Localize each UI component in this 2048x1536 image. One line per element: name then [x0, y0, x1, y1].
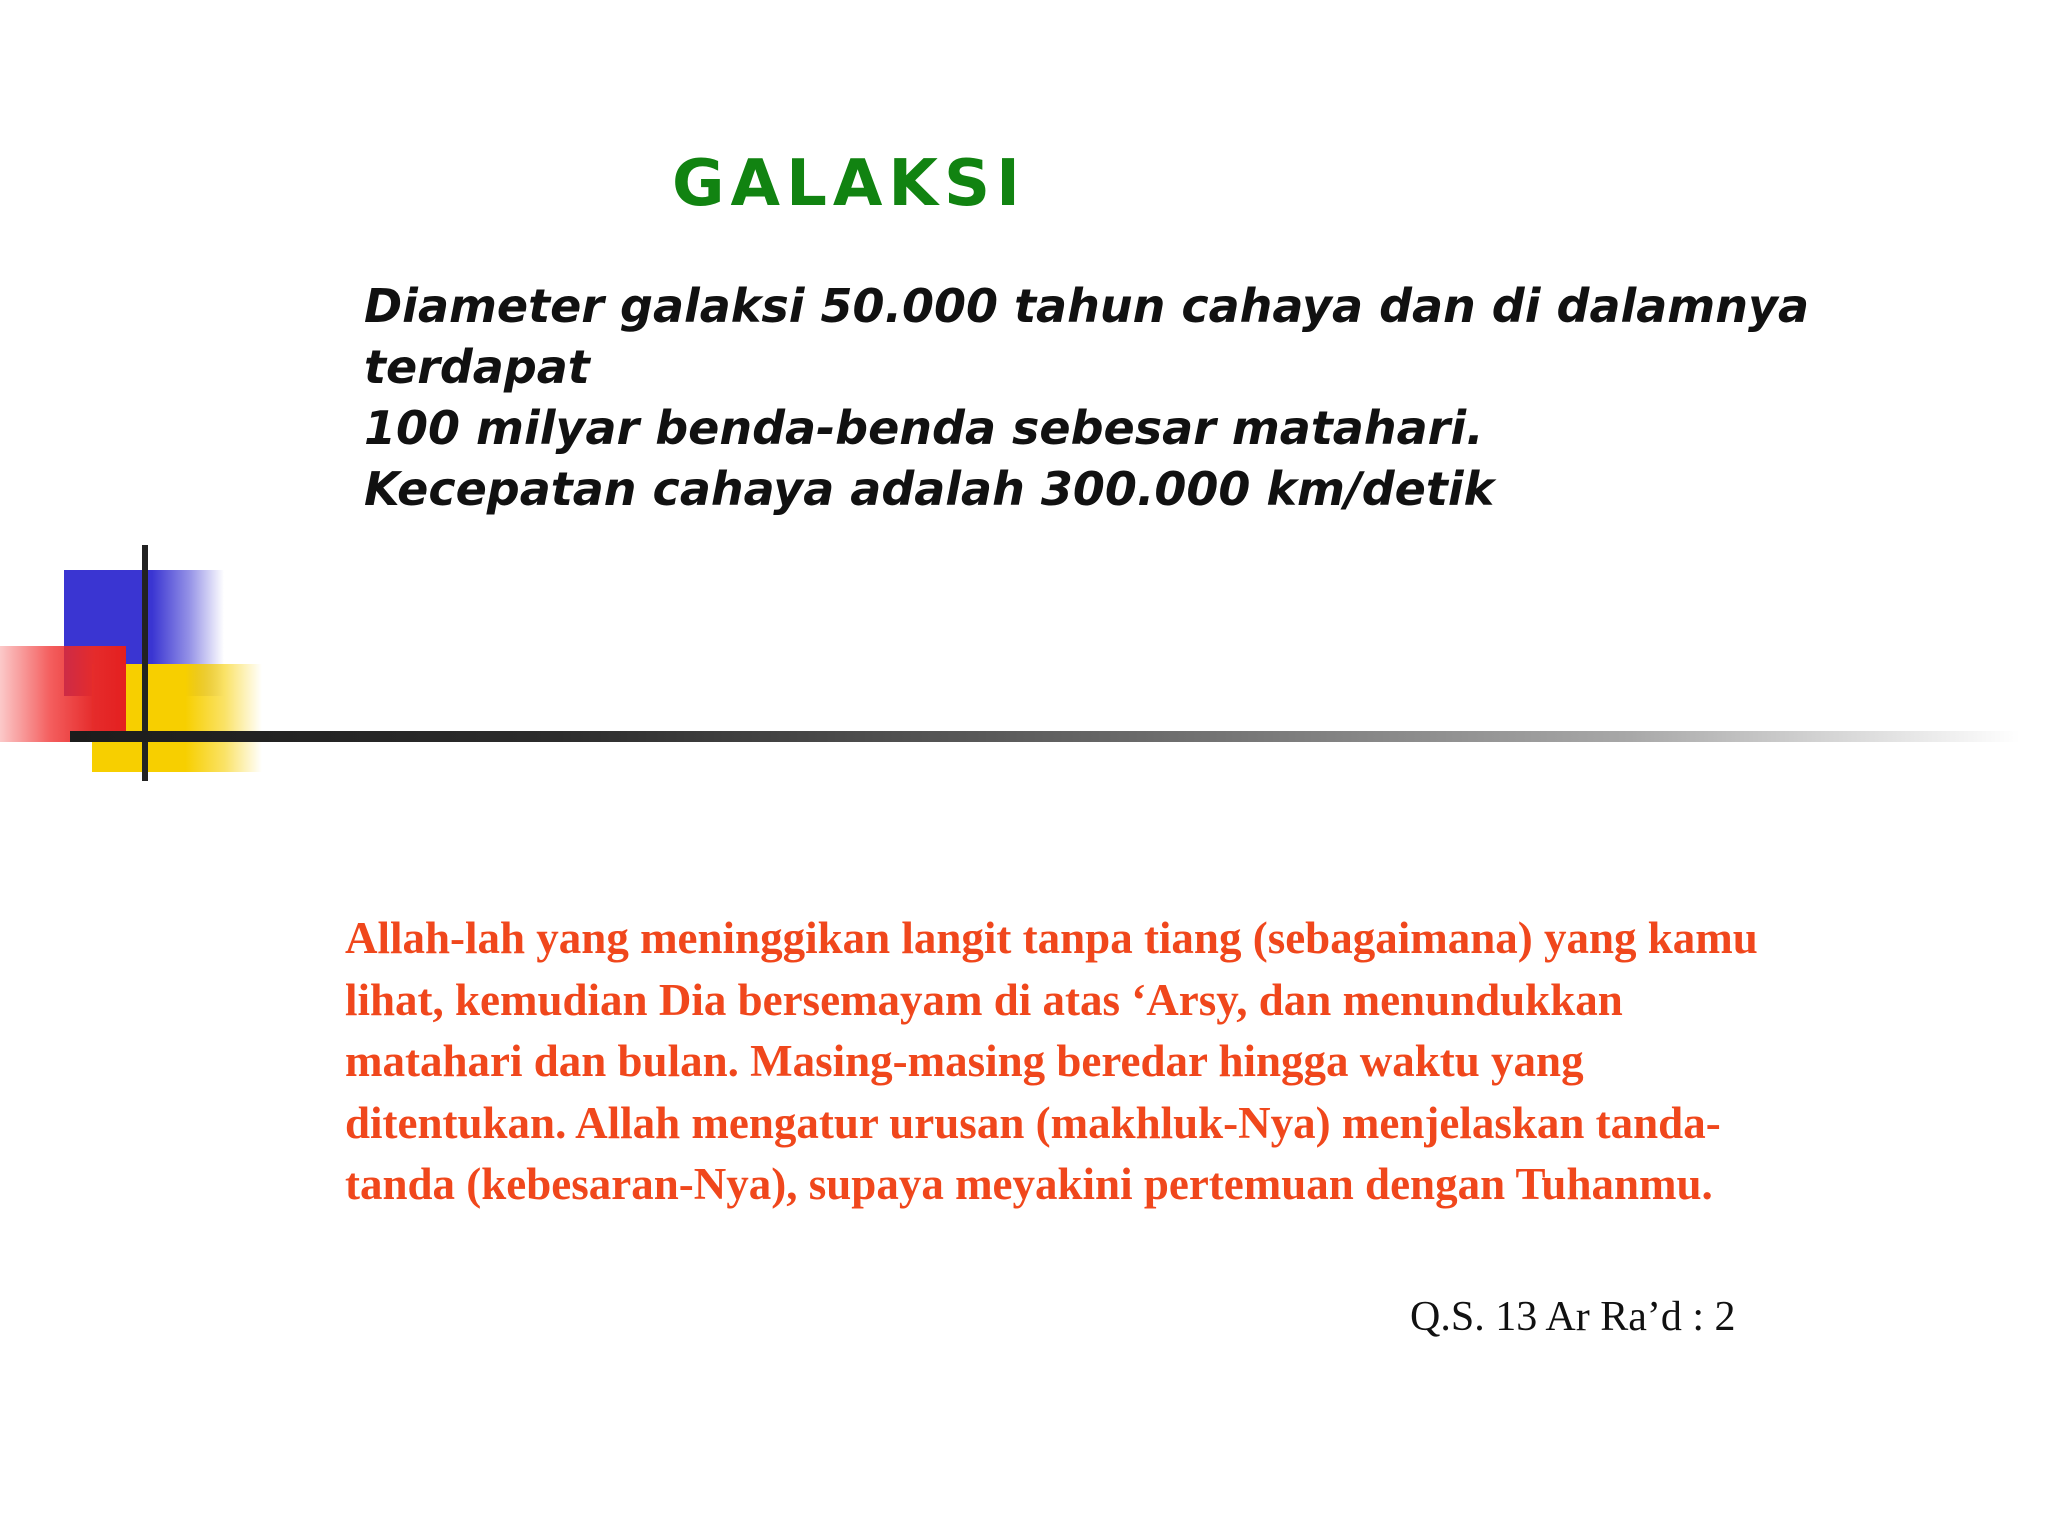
galaxy-info-block — [364, 276, 1924, 520]
decorative-red-block — [0, 646, 126, 742]
verse-line: matahari dan bulan. Masing-masing beredar hingga waktu yang — [345, 1036, 1584, 1086]
info-line: terdapat — [364, 340, 590, 394]
verse-quote — [345, 908, 1965, 1216]
info-line: Kecepatan cahaya adalah 300.000 km/detik — [364, 462, 1495, 516]
decorative-vertical-line — [142, 545, 148, 781]
info-line: 100 milyar benda-benda sebesar matahari. — [364, 401, 1484, 455]
verse-line: Allah-lah yang meninggikan langit tanpa tiang (sebagaimana) yang kamu — [345, 913, 1758, 963]
verse-line: lihat, kemudian Dia bersemayam di atas ‘Arsy, dan menundukkan — [345, 974, 1623, 1025]
info-line: Diameter galaksi 50.000 tahun cahaya dan di dalamnya — [364, 279, 1810, 333]
verse-line: tanda (kebesaran-Nya), supaya meyakini pertemuan dengan Tuhanmu. — [345, 1159, 1713, 1209]
decorative-horizontal-rule — [70, 731, 2020, 742]
verse-reference: Q.S. 13 Ar Ra’d : 2 — [1410, 1294, 1736, 1340]
slide-title: GALAKSI — [672, 147, 1026, 221]
verse-line: ditentukan. Allah mengatur urusan (makhluk-Nya) menjelaskan tanda- — [345, 1097, 1721, 1148]
